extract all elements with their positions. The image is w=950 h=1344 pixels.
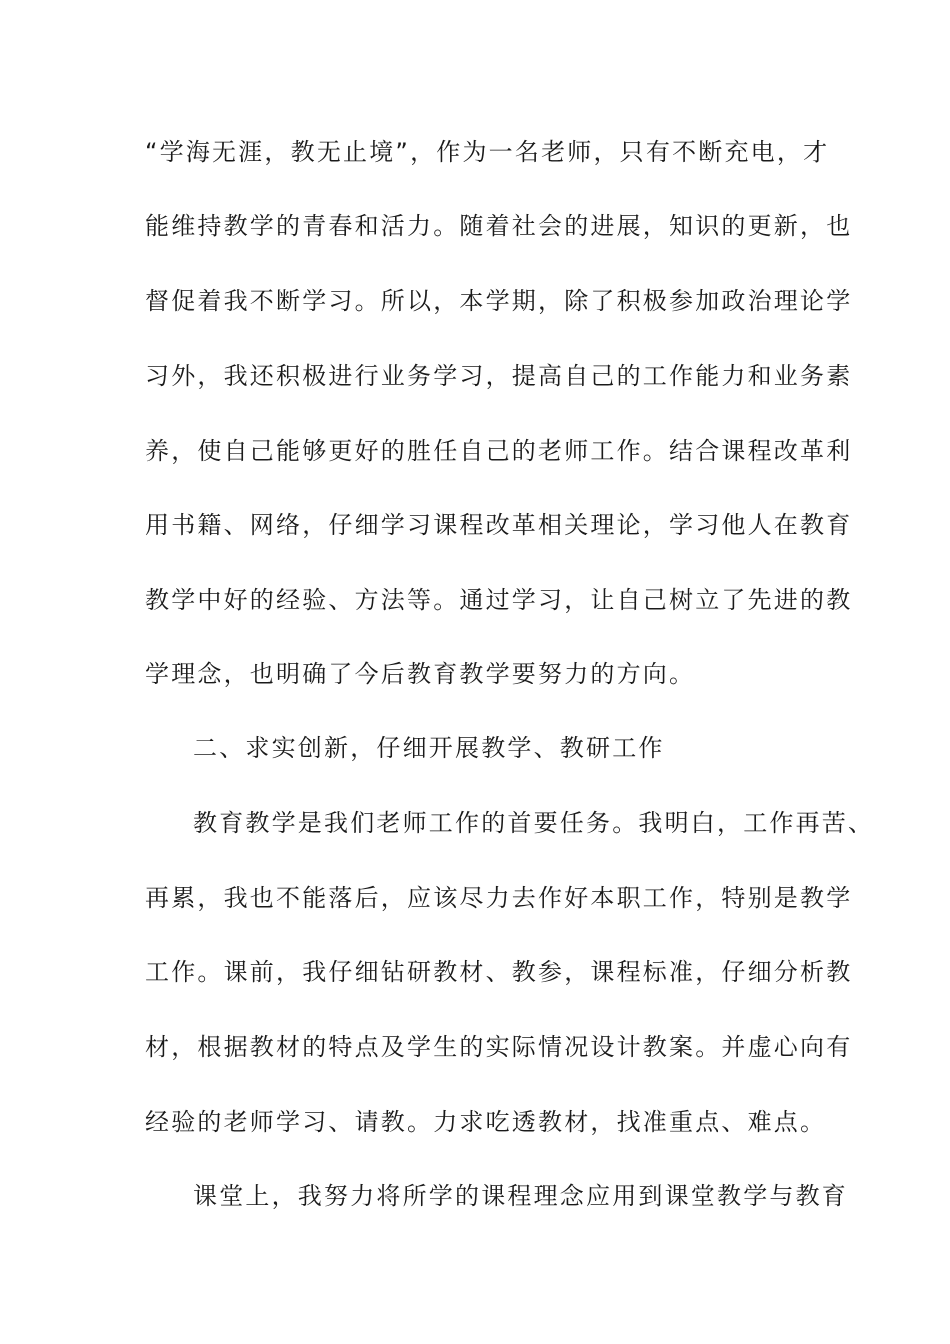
paragraph-line: 习外，我还积极进行业务学习，提高自己的工作能力和业务素 bbox=[145, 362, 853, 390]
paragraph-line: “学海无涯，教无止境”，作为一名老师，只有不断充电，才 bbox=[145, 138, 830, 166]
paragraph-line: 材，根据教材的特点及学生的实际情况设计教案。并虚心向有 bbox=[145, 1033, 853, 1061]
paragraph-line: 学理念，也明确了今后教育教学要努力的方向。 bbox=[145, 660, 696, 688]
paragraph-line: 教学中好的经验、方法等。通过学习，让自己树立了先进的教 bbox=[145, 586, 853, 614]
paragraph-line: 教育教学是我们老师工作的首要任务。我明白，工作再苦、 bbox=[193, 809, 875, 837]
paragraph-line: 再累，我也不能落后，应该尽力去作好本职工作，特别是教学 bbox=[145, 884, 853, 912]
paragraph-line: 能维持教学的青春和活力。随着社会的进展，知识的更新，也 bbox=[145, 212, 853, 240]
paragraph-line: 用书籍、网络，仔细学习课程改革相关理论，学习他人在教育 bbox=[145, 511, 853, 539]
paragraph-line: 养，使自己能够更好的胜任自己的老师工作。结合课程改革利 bbox=[145, 437, 853, 465]
section-heading: 二、求实创新，仔细开展教学、教研工作 bbox=[193, 734, 665, 762]
paragraph-line: 经验的老师学习、请教。力求吃透教材，找准重点、难点。 bbox=[145, 1108, 827, 1136]
paragraph-line: 督促着我不断学习。所以，本学期，除了积极参加政治理论学 bbox=[145, 287, 853, 315]
paragraph-line: 课堂上，我努力将所学的课程理念应用到课堂教学与教育 bbox=[193, 1182, 848, 1210]
paragraph-line: 工作。课前，我仔细钻研教材、教参，课程标准，仔细分析教 bbox=[145, 958, 853, 986]
